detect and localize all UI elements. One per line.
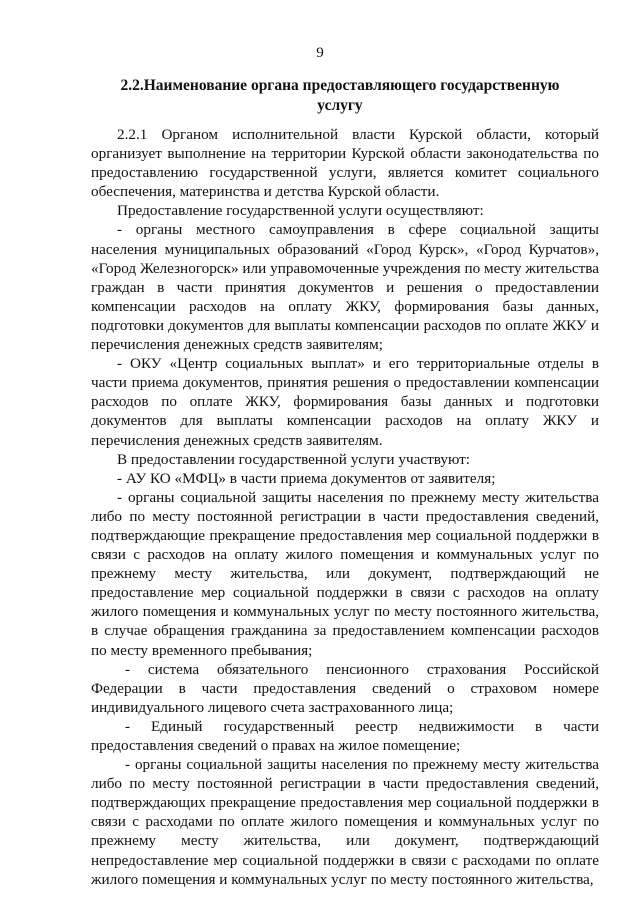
paragraph-local-authorities: - органы местного самоуправления в сфере социальной защиты населения муниципальных образований «Город Курск», «Город Курчатов», «Город Железногорск» или управомоченные учреждения по месту жительства граждан в части принятия документов и решения о предоставлении компенсации расходов на оплату ЖКУ, формирования базы данных, подготовки документов для выплаты компенсации расходов по оплате ЖКУ и перечисления денежных средств заявителям; xyxy=(91,221,599,354)
page-number: 9 xyxy=(316,45,324,61)
paragraph-social-protection-2: - органы социальной защиты населения по прежнему месту жительства либо по месту постоянной регистрации в части предоставления сведений, подтверждающих прекращение предоставления мер социальной поддержки в связи с расходами по оплате жилого помещения и коммунальных услуг по прежнему месту жительства, или документ, подтверждающий непредоставление мер социальной поддержки в связи с расходами по оплате жилого помещения и коммунальных услуг по месту постоянного жительства, xyxy=(91,756,599,888)
paragraph-providers-intro: Предоставление государственной услуги осуществляют: xyxy=(117,202,484,220)
paragraph-participants-intro: В предоставлении государственной услуги участвуют: xyxy=(117,450,470,468)
document-body xyxy=(91,125,599,889)
paragraph-organ: 2.2.1 Органом исполнительной власти Курской области, который организует выполнение на территории Курской области законодательства по предоставлению государственной услуги, является комитет социального обеспечения, материнства и детства Курской области. xyxy=(91,126,599,201)
paragraph-social-protection-1: - органы социальной защиты населения по прежнему месту жительства либо по месту постоянной регистрации в части предоставления сведений, подтверждающие прекращение предоставления мер социальной поддержки в связи с расходов на оплату жилого помещения и коммунальных услуг по прежнему месту жительства, или документ, подтверждающий не предоставление мер социальной поддержки в связи с расходов на оплату жилого помещения и коммунальных услуг по месту постоянного жительства, в случае обращения гражданина за предоставлением компенсации расходов по месту временного пребывания; xyxy=(91,488,599,659)
paragraph-pension-insurance: - система обязательного пенсионного страхования Российской Федерации в части предоставления сведений о страховом номере индивидуального лицевого счета застрахованного лица; xyxy=(91,660,599,716)
paragraph-oku-center: - ОКУ «Центр социальных выплат» и его территориальные отделы в части приема документов, принятия решения о предоставлении компенсации расходов по оплате ЖКУ, формирования базы данных и подготовки документов для выплаты компенсации расходов на оплату ЖКУ и перечисления денежных средств заявителям. xyxy=(91,355,599,449)
paragraph-mfc: - АУ КО «МФЦ» в части приема документов от заявителя; xyxy=(117,469,496,487)
section-heading: 2.2.Наименование органа предоставляющего государственную услугу xyxy=(120,77,560,114)
paragraph-real-estate-registry: - Единый государственный реестр недвижимости в части предоставления сведений о правах на жилое помещение; xyxy=(91,717,599,754)
